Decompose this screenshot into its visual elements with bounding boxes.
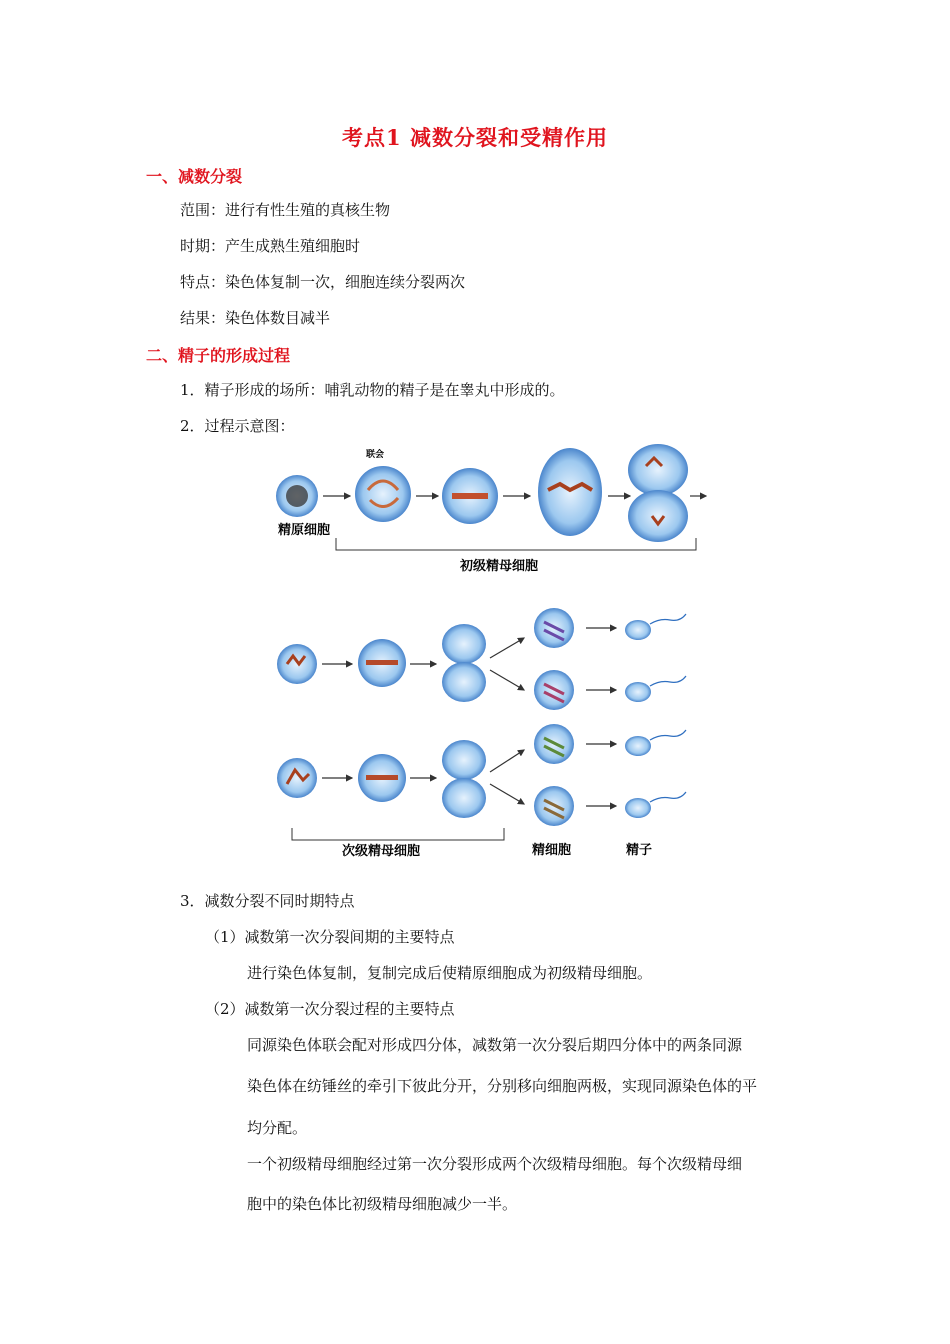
text-line: 同源染色体联会配对形成四分体，减数第一次分裂后期四分体中的两条同源 <box>247 1036 743 1054</box>
cell-telophase-1-bottom <box>628 490 688 542</box>
label-secondary-spermatocyte: 次级精母细胞 <box>342 844 421 859</box>
cell-secondary-1 <box>277 644 317 684</box>
text-line: 染色体在纺锤丝的牵引下彼此分开，分别移向细胞两极，实现同源染色体的平 <box>247 1077 758 1095</box>
label-sperm: 精子 <box>626 843 653 858</box>
text-line: 均分配。 <box>247 1119 308 1137</box>
text-line: 时期：产生成熟生殖细胞时 <box>180 237 361 255</box>
text-line: 结果：染色体数目减半 <box>180 309 331 327</box>
spermatogenesis-diagram <box>260 438 710 868</box>
cell-synapsis <box>355 466 411 522</box>
text-line: 进行染色体复制，复制完成后使精原细胞成为初级精母细胞。 <box>247 964 653 982</box>
row-secondary-bottom <box>277 724 686 859</box>
row-primary <box>276 444 706 574</box>
row-secondary-top <box>277 608 686 710</box>
cell-telophase-2-a-bottom <box>442 662 486 702</box>
text-line: 3．减数分裂不同时期特点 <box>180 892 355 910</box>
subheading: （1）减数第一次分裂间期的主要特点 <box>205 928 455 946</box>
text-line: 2．过程示意图： <box>180 417 295 435</box>
sperm-icon <box>625 682 651 702</box>
text-line: 一个初级精母细胞经过第一次分裂形成两个次级精母细胞。每个次级精母细 <box>247 1155 743 1173</box>
text-line: 特点：染色体复制一次，细胞连续分裂两次 <box>180 273 466 291</box>
sperm-icon <box>625 798 651 818</box>
text-line: 1．精子形成的场所：哺乳动物的精子是在睾丸中形成的。 <box>180 381 565 399</box>
nucleus-icon <box>286 485 308 507</box>
text-line: 范围：进行有性生殖的真核生物 <box>180 201 391 219</box>
label-primary-spermatocyte: 初级精母细胞 <box>460 559 539 574</box>
label-synapsis: 联会 <box>366 450 385 460</box>
cell-telophase-1-top <box>628 444 688 496</box>
cell-telophase-2-b-top <box>442 740 486 780</box>
cell-secondary-2 <box>277 758 317 798</box>
section-heading-sperm-formation: 二、精子的形成过程 <box>146 346 291 365</box>
label-spermatid: 精细胞 <box>532 843 572 858</box>
sperm-icon <box>625 620 651 640</box>
subheading: （2）减数第一次分裂过程的主要特点 <box>205 1000 455 1018</box>
cell-telophase-2-b-bottom <box>442 778 486 818</box>
section-heading-meiosis: 一、减数分裂 <box>146 167 243 186</box>
sperm-icon <box>625 736 651 756</box>
page-title: 考点1 减数分裂和受精作用 <box>342 125 608 150</box>
cell-telophase-2-a-top <box>442 624 486 664</box>
text-line: 胞中的染色体比初级精母细胞减少一半。 <box>247 1195 518 1213</box>
label-spermatogonium: 精原细胞 <box>278 523 331 538</box>
